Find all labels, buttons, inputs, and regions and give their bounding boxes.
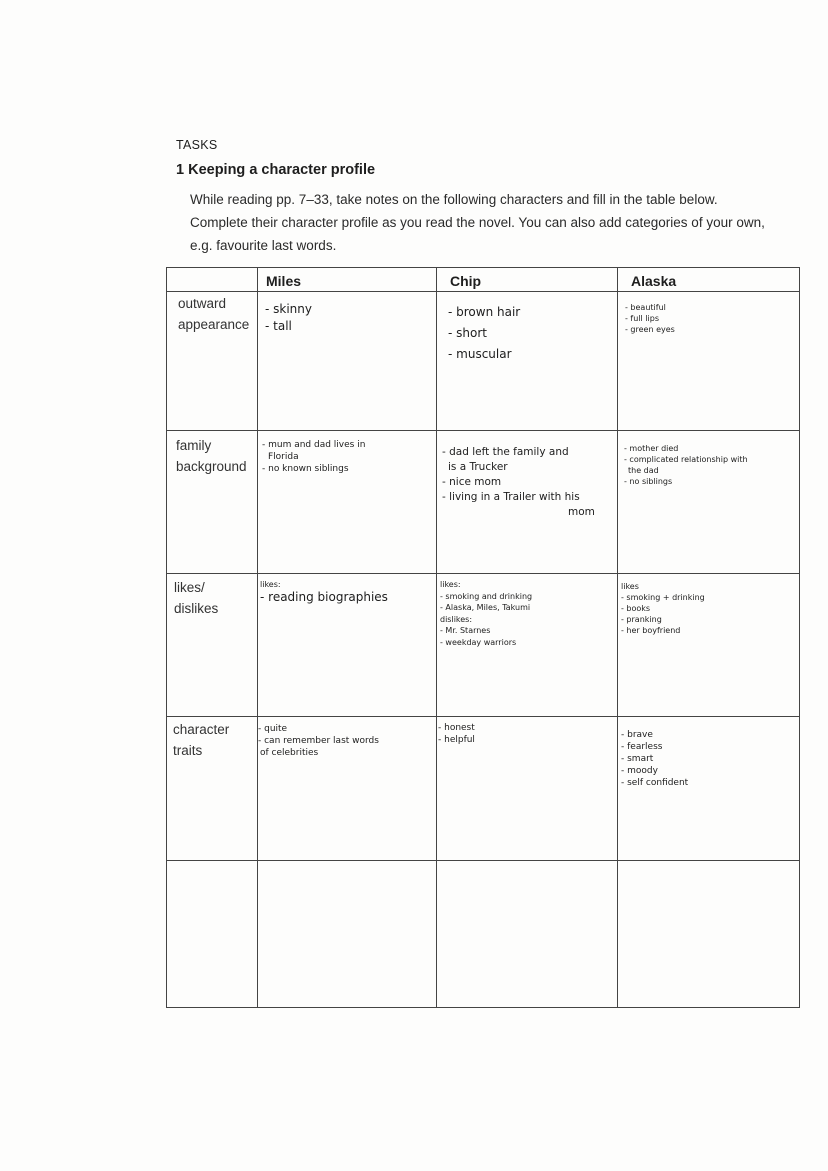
cell-alaska-likes: likes - smoking + drinking - books - pranking - her boyfriend	[621, 582, 705, 635]
cell-alaska-appearance: - beautiful - full lips - green eyes	[625, 303, 675, 334]
table-border	[166, 573, 800, 574]
column-header-miles: Miles	[266, 273, 302, 289]
section-title: 1 Keeping a character profile	[176, 162, 376, 178]
cell-empty-chip	[437, 861, 617, 1007]
row-label-likes: likes/ dislikes	[174, 580, 219, 616]
cell-empty-alaska	[618, 861, 799, 1007]
table-border	[166, 291, 800, 292]
cell-empty-label	[166, 861, 257, 1007]
cell-chip-likes: likes: - smoking and drinking - Alaska, Miles, Takumi dislikes: - Mr. Starnes - weekday warriors	[440, 580, 533, 647]
cell-empty-miles	[258, 861, 436, 1007]
table-border	[166, 430, 800, 431]
cell-miles-family: - mum and dad lives in Florida - no known siblings	[262, 440, 366, 474]
cell-alaska-traits: - brave - fearless - smart - moody - self confident	[621, 730, 689, 788]
instruction-line: e.g. favourite last words.	[190, 238, 337, 253]
table-border	[799, 267, 800, 1008]
cell-alaska-family: - mother died - complicated relationship with the dad - no siblings	[624, 444, 748, 486]
page-title: TASKS	[176, 138, 218, 152]
row-label-appearance: outward appearance	[178, 296, 250, 332]
table-border	[166, 716, 800, 717]
cell-chip-family: - dad left the family and is a Trucker - nice mom - living in a Trailer with his mom	[442, 446, 595, 518]
row-label-traits: character traits	[173, 722, 230, 758]
instruction-line: Complete their character profile as you read the novel. You can also add categories of your own,	[190, 215, 765, 230]
row-label-family: family background	[176, 438, 247, 474]
cell-chip-traits: - honest - helpful	[438, 723, 475, 745]
cell-miles-appearance: - skinny - tall	[265, 302, 312, 333]
instruction-line: While reading pp. 7–33, take notes on the following characters and fill in the table below.	[190, 192, 718, 207]
cell-miles-likes: likes: - reading biographies	[260, 580, 388, 604]
cell-chip-appearance: - brown hair - short - muscular	[448, 305, 521, 361]
character-profile-table	[166, 267, 800, 1008]
column-header-chip: Chip	[450, 273, 482, 289]
table-border	[166, 1007, 800, 1008]
column-header-alaska: Alaska	[631, 273, 677, 289]
table-border	[166, 267, 800, 268]
cell-miles-traits: - quite - can remember last words of celebrities	[258, 724, 379, 758]
instructions	[190, 188, 810, 257]
